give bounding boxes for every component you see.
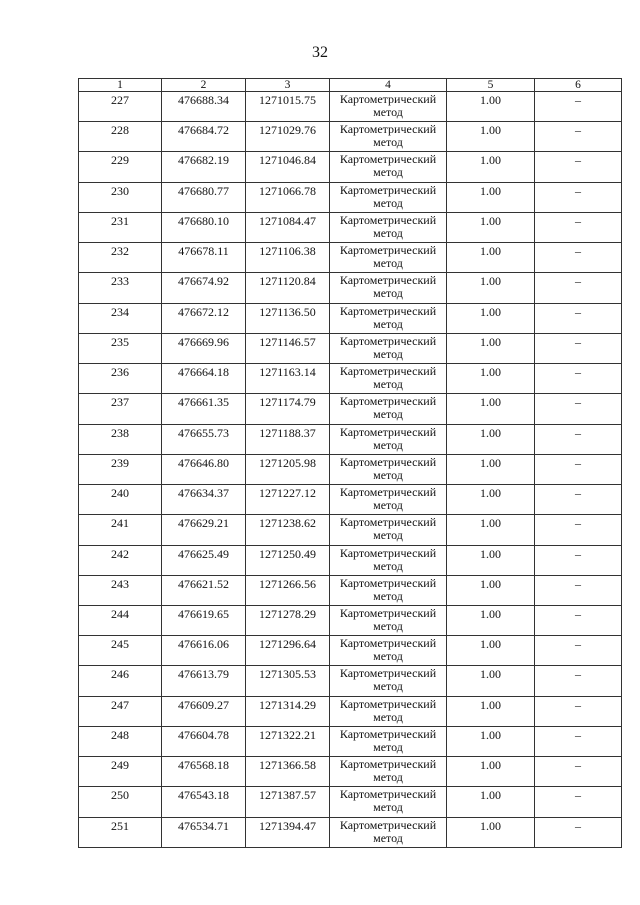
note-cell: – (535, 92, 622, 122)
note-cell: – (535, 152, 622, 182)
x-coordinate-cell: 476678.11 (162, 243, 246, 273)
method-cell: Картометрический метод (330, 817, 447, 847)
point-number-cell: 248 (79, 726, 162, 756)
y-coordinate-cell: 1271046.84 (246, 152, 330, 182)
method-cell: Картометрический метод (330, 364, 447, 394)
table-row (79, 636, 622, 666)
accuracy-cell: 1.00 (447, 152, 535, 182)
x-coordinate-cell: 476680.77 (162, 182, 246, 212)
y-coordinate-cell: 1271227.12 (246, 485, 330, 515)
point-number-cell: 249 (79, 757, 162, 787)
y-coordinate-cell: 1271322.21 (246, 726, 330, 756)
method-cell: Картометрический метод (330, 787, 447, 817)
accuracy-cell: 1.00 (447, 636, 535, 666)
table-row (79, 182, 622, 212)
y-coordinate-cell: 1271163.14 (246, 364, 330, 394)
table-row (79, 515, 622, 545)
note-cell: – (535, 575, 622, 605)
x-coordinate-cell: 476604.78 (162, 726, 246, 756)
point-number-cell: 247 (79, 696, 162, 726)
point-number-cell: 228 (79, 122, 162, 152)
y-coordinate-cell: 1271066.78 (246, 182, 330, 212)
accuracy-cell: 1.00 (447, 122, 535, 152)
accuracy-cell: 1.00 (447, 243, 535, 273)
table-row (79, 454, 622, 484)
x-coordinate-cell: 476621.52 (162, 575, 246, 605)
table-row (79, 243, 622, 273)
y-coordinate-cell: 1271188.37 (246, 424, 330, 454)
accuracy-cell: 1.00 (447, 485, 535, 515)
accuracy-cell: 1.00 (447, 273, 535, 303)
method-cell: Картометрический метод (330, 394, 447, 424)
note-cell: – (535, 666, 622, 696)
method-cell: Картометрический метод (330, 726, 447, 756)
x-coordinate-cell: 476688.34 (162, 92, 246, 122)
table-row (79, 92, 622, 122)
y-coordinate-cell: 1271305.53 (246, 666, 330, 696)
point-number-cell: 231 (79, 212, 162, 242)
accuracy-cell: 1.00 (447, 575, 535, 605)
method-cell: Картометрический метод (330, 515, 447, 545)
method-cell: Картометрический метод (330, 182, 447, 212)
accuracy-cell: 1.00 (447, 212, 535, 242)
accuracy-cell: 1.00 (447, 696, 535, 726)
table-header (79, 79, 622, 92)
accuracy-cell: 1.00 (447, 394, 535, 424)
point-number-cell: 236 (79, 364, 162, 394)
x-coordinate-cell: 476674.92 (162, 273, 246, 303)
point-number-cell: 233 (79, 273, 162, 303)
table-row (79, 605, 622, 635)
accuracy-cell: 1.00 (447, 364, 535, 394)
x-coordinate-cell: 476680.10 (162, 212, 246, 242)
y-coordinate-cell: 1271394.47 (246, 817, 330, 847)
y-coordinate-cell: 1271314.29 (246, 696, 330, 726)
table-row (79, 666, 622, 696)
note-cell: – (535, 545, 622, 575)
y-coordinate-cell: 1271278.29 (246, 605, 330, 635)
x-coordinate-cell: 476661.35 (162, 394, 246, 424)
note-cell: – (535, 636, 622, 666)
accuracy-cell: 1.00 (447, 333, 535, 363)
y-coordinate-cell: 1271238.62 (246, 515, 330, 545)
note-cell: – (535, 212, 622, 242)
accuracy-cell: 1.00 (447, 757, 535, 787)
point-number-cell: 239 (79, 454, 162, 484)
point-number-cell: 244 (79, 605, 162, 635)
method-cell: Картометрический метод (330, 333, 447, 363)
header-cell: 4 (330, 79, 447, 92)
accuracy-cell: 1.00 (447, 303, 535, 333)
table-row (79, 545, 622, 575)
method-cell: Картометрический метод (330, 545, 447, 575)
accuracy-cell: 1.00 (447, 424, 535, 454)
table-row (79, 364, 622, 394)
x-coordinate-cell: 476629.21 (162, 515, 246, 545)
table-row (79, 333, 622, 363)
accuracy-cell: 1.00 (447, 182, 535, 212)
x-coordinate-cell: 476634.37 (162, 485, 246, 515)
note-cell: – (535, 303, 622, 333)
point-number-cell: 235 (79, 333, 162, 363)
method-cell: Картометрический метод (330, 696, 447, 726)
x-coordinate-cell: 476534.71 (162, 817, 246, 847)
table-row (79, 152, 622, 182)
note-cell: – (535, 696, 622, 726)
y-coordinate-cell: 1271106.38 (246, 243, 330, 273)
table-body (79, 92, 622, 848)
x-coordinate-cell: 476672.12 (162, 303, 246, 333)
point-number-cell: 250 (79, 787, 162, 817)
point-number-cell: 230 (79, 182, 162, 212)
note-cell: – (535, 454, 622, 484)
table-row (79, 303, 622, 333)
table-row (79, 273, 622, 303)
header-cell: 3 (246, 79, 330, 92)
x-coordinate-cell: 476543.18 (162, 787, 246, 817)
header-row (79, 79, 622, 92)
table-row (79, 726, 622, 756)
method-cell: Картометрический метод (330, 485, 447, 515)
point-number-cell: 229 (79, 152, 162, 182)
note-cell: – (535, 817, 622, 847)
point-number-cell: 232 (79, 243, 162, 273)
note-cell: – (535, 182, 622, 212)
accuracy-cell: 1.00 (447, 605, 535, 635)
header-cell: 1 (79, 79, 162, 92)
point-number-cell: 234 (79, 303, 162, 333)
point-number-cell: 242 (79, 545, 162, 575)
point-number-cell: 238 (79, 424, 162, 454)
x-coordinate-cell: 476616.06 (162, 636, 246, 666)
point-number-cell: 246 (79, 666, 162, 696)
method-cell: Картометрический метод (330, 424, 447, 454)
point-number-cell: 241 (79, 515, 162, 545)
y-coordinate-cell: 1271146.57 (246, 333, 330, 363)
header-cell: 6 (535, 79, 622, 92)
method-cell: Картометрический метод (330, 757, 447, 787)
note-cell: – (535, 515, 622, 545)
note-cell: – (535, 273, 622, 303)
note-cell: – (535, 726, 622, 756)
table-row (79, 212, 622, 242)
table-row (79, 817, 622, 847)
accuracy-cell: 1.00 (447, 817, 535, 847)
y-coordinate-cell: 1271120.84 (246, 273, 330, 303)
method-cell: Картометрический метод (330, 636, 447, 666)
note-cell: – (535, 122, 622, 152)
x-coordinate-cell: 476682.19 (162, 152, 246, 182)
note-cell: – (535, 394, 622, 424)
table-row (79, 787, 622, 817)
x-coordinate-cell: 476609.27 (162, 696, 246, 726)
x-coordinate-cell: 476669.96 (162, 333, 246, 363)
accuracy-cell: 1.00 (447, 787, 535, 817)
note-cell: – (535, 605, 622, 635)
y-coordinate-cell: 1271084.47 (246, 212, 330, 242)
y-coordinate-cell: 1271174.79 (246, 394, 330, 424)
y-coordinate-cell: 1271387.57 (246, 787, 330, 817)
method-cell: Картометрический метод (330, 152, 447, 182)
note-cell: – (535, 787, 622, 817)
x-coordinate-cell: 476619.65 (162, 605, 246, 635)
y-coordinate-cell: 1271015.75 (246, 92, 330, 122)
method-cell: Картометрический метод (330, 122, 447, 152)
table-row (79, 122, 622, 152)
accuracy-cell: 1.00 (447, 726, 535, 756)
point-number-cell: 237 (79, 394, 162, 424)
method-cell: Картометрический метод (330, 303, 447, 333)
y-coordinate-cell: 1271136.50 (246, 303, 330, 333)
x-coordinate-cell: 476664.18 (162, 364, 246, 394)
method-cell: Картометрический метод (330, 454, 447, 484)
y-coordinate-cell: 1271250.49 (246, 545, 330, 575)
y-coordinate-cell: 1271366.58 (246, 757, 330, 787)
accuracy-cell: 1.00 (447, 92, 535, 122)
header-cell: 2 (162, 79, 246, 92)
method-cell: Картометрический метод (330, 273, 447, 303)
accuracy-cell: 1.00 (447, 666, 535, 696)
point-number-cell: 245 (79, 636, 162, 666)
table-row (79, 757, 622, 787)
method-cell: Картометрический метод (330, 575, 447, 605)
x-coordinate-cell: 476568.18 (162, 757, 246, 787)
method-cell: Картометрический метод (330, 243, 447, 273)
point-number-cell: 240 (79, 485, 162, 515)
x-coordinate-cell: 476646.80 (162, 454, 246, 484)
y-coordinate-cell: 1271205.98 (246, 454, 330, 484)
note-cell: – (535, 485, 622, 515)
note-cell: – (535, 333, 622, 363)
coordinates-table (78, 78, 622, 848)
table-row (79, 696, 622, 726)
x-coordinate-cell: 476655.73 (162, 424, 246, 454)
note-cell: – (535, 364, 622, 394)
note-cell: – (535, 243, 622, 273)
y-coordinate-cell: 1271296.64 (246, 636, 330, 666)
accuracy-cell: 1.00 (447, 515, 535, 545)
header-cell: 5 (447, 79, 535, 92)
x-coordinate-cell: 476625.49 (162, 545, 246, 575)
method-cell: Картометрический метод (330, 605, 447, 635)
accuracy-cell: 1.00 (447, 545, 535, 575)
y-coordinate-cell: 1271029.76 (246, 122, 330, 152)
y-coordinate-cell: 1271266.56 (246, 575, 330, 605)
point-number-cell: 243 (79, 575, 162, 605)
point-number-cell: 251 (79, 817, 162, 847)
table-row (79, 485, 622, 515)
accuracy-cell: 1.00 (447, 454, 535, 484)
method-cell: Картометрический метод (330, 212, 447, 242)
x-coordinate-cell: 476613.79 (162, 666, 246, 696)
method-cell: Картометрический метод (330, 666, 447, 696)
point-number-cell: 227 (79, 92, 162, 122)
table-row (79, 394, 622, 424)
x-coordinate-cell: 476684.72 (162, 122, 246, 152)
method-cell: Картометрический метод (330, 92, 447, 122)
page-number: 32 (312, 44, 328, 61)
table-row (79, 575, 622, 605)
note-cell: – (535, 757, 622, 787)
table-row (79, 424, 622, 454)
note-cell: – (535, 424, 622, 454)
